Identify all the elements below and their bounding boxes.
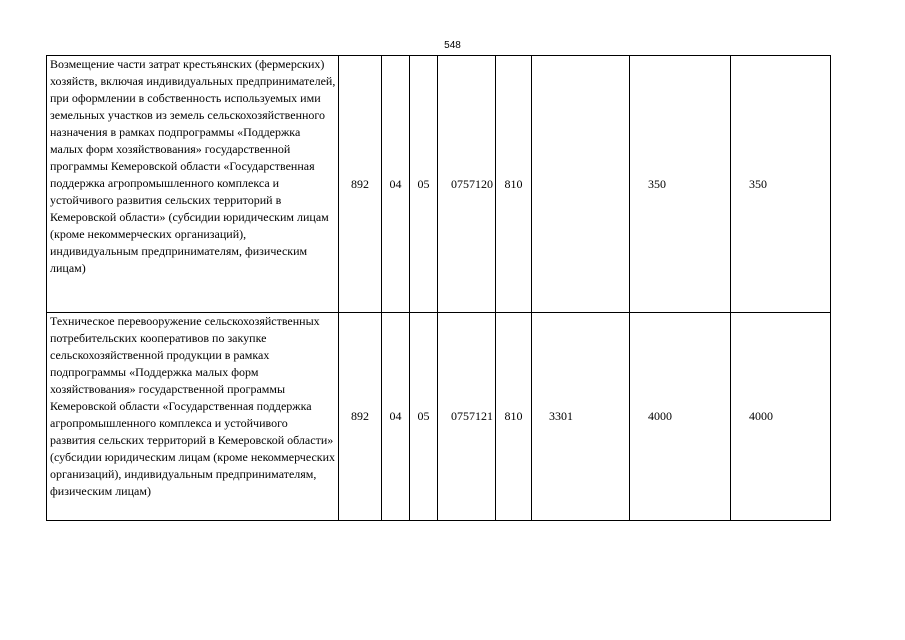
amount-col-7: 3301 bbox=[532, 313, 630, 521]
expense-type-code: 810 bbox=[496, 313, 532, 521]
row-description: Возмещение части затрат крестьянских (фермерских) хозяйств, включая индивидуальных предпринимателей, при оформлении в собственность используемых ими земельных участков из земель сельскохозяйственного назначения в рамках подпрограммы «Поддержка малых форм хозяйствования» государственной программы Кемеровской области «Государственная поддержка агропромышленного комплекса и устойчивого развития сельских территорий в Кемеровской области» (субсидии юридическим лицам (кроме некоммерческих организаций), индивидуальным предпринимателям, физическим лицам) bbox=[47, 56, 339, 313]
page-number: 548 bbox=[444, 40, 461, 51]
subsection-code: 05 bbox=[410, 313, 438, 521]
budget-table bbox=[46, 55, 831, 521]
ministry-code: 892 bbox=[339, 313, 382, 521]
amount-col-8: 4000 bbox=[630, 313, 731, 521]
expense-type-code: 810 bbox=[496, 56, 532, 313]
target-article-code: 0757121 bbox=[438, 313, 496, 521]
ministry-code: 892 bbox=[339, 56, 382, 313]
amount-col-9: 4000 bbox=[731, 313, 831, 521]
amount-col-9: 350 bbox=[731, 56, 831, 313]
amount-col-7 bbox=[532, 56, 630, 313]
section-code: 04 bbox=[382, 313, 410, 521]
row-description: Техническое перевооружение сельскохозяйственных потребительских кооперативов по закупке сельскохозяйственной продукции в рамках подпрограммы «Поддержка малых форм хозяйствования» государственной программы Кемеровской области «Государственная поддержка агропромышленного комплекса и устойчивого развития сельских территорий в Кемеровской области» (субсидии юридическим лицам (кроме некоммерческих организаций), индивидуальным предпринимателям, физическим лицам) bbox=[47, 313, 339, 521]
section-code: 04 bbox=[382, 56, 410, 313]
table-row bbox=[47, 313, 831, 521]
subsection-code: 05 bbox=[410, 56, 438, 313]
table-row bbox=[47, 56, 831, 313]
amount-col-8: 350 bbox=[630, 56, 731, 313]
target-article-code: 0757120 bbox=[438, 56, 496, 313]
